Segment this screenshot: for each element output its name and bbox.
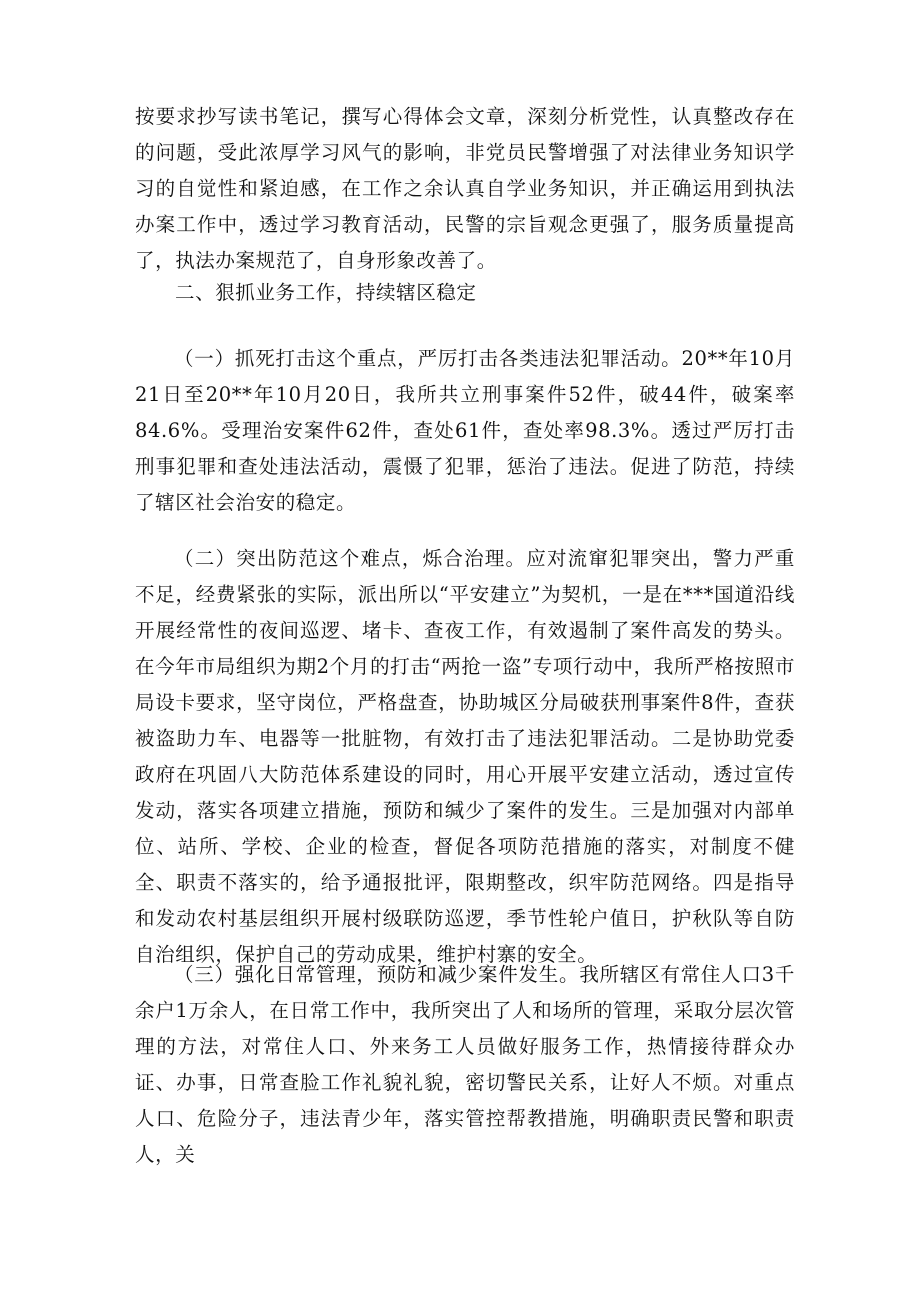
paragraph-prevention: （二）突出防范这个难点，烁合治理。应对流窜犯罪突出，警力严重不足，经费紧张的实际，派出所以“平安建立”为契机，一是在***国道沿线开展经常性的夜间巡逻、堵卡、查夜工作，有效遏制了案件高发的势头。在今年市局组织为期2个月的打击“两抢一盗”专项行动中，我所严格按照市局设卡要求，坚守岗位，严格盘查，协助城区分局破获刑事案件8件，查获被盗助力车、电器等一批脏物，有效打击了违法犯罪活动。二是协助党委政府在巩固八大防范体系建设的同时，用心开展平安建立活动，透过宣传发动，落实各项建立措施，预防和缄少了案件的发生。三是加强对内部单位、站所、学校、企业的检查，督促各项防范措施的落实，对制度不健全、职责不落实的，给予通报批评，限期整改，织牢防范网络。四是指导和发动农村基层组织开展村级联防巡逻，季节性轮户值日，护秋队等自防自治组织，保护自己的劳动成果，维护村寨的安全。 bbox=[135, 547, 795, 966]
paragraph-continuation: 按要求抄写读书笔记，撰写心得体会文章，深刻分析党性，认真整改存在的问题，受此浓厚学习风气的影响，非党员民警增强了对法律业务知识学习的自觉性和紧迫感，在工作之余认真自学业务知识，并正确运用到执法办案工作中，透过学习教育活动，民警的宗旨观念更强了，服务质量提高了，执法办案规范了，自身形象改善了。 bbox=[135, 105, 795, 272]
paragraph-crackdown: （一）抓死打击这个重点，严厉打击各类违法犯罪活动。20**年10月21日至20**年10月20日，我所共立刑事案件52件，破44件，破案率84.6%。受理治安案件62件，查处61件，查处率98.3%。透过严厉打击刑事犯罪和查处违法活动，震慑了犯罪，惩治了违法。促进了防范，持续了辖区社会治安的稳定。 bbox=[135, 347, 795, 514]
section-heading: 二、狠抓业务工作，持续辖区稳定 bbox=[175, 281, 477, 304]
paragraph-management: （三）强化日常管理，预防和减少案件发生。我所辖区有常住人口3千余户1万余人，在日常工作中，我所突出了人和场所的管理，采取分层次管理的方法，对常住人口、外来务工人员做好服务工作，热情接待群众办证、办事，日常查脸工作礼貌礼貌，密切警民关系，让好人不烦。对重点人口、危险分子，违法青少年，落实管控帮教措施，明确职责民警和职责人，关 bbox=[135, 963, 795, 1166]
